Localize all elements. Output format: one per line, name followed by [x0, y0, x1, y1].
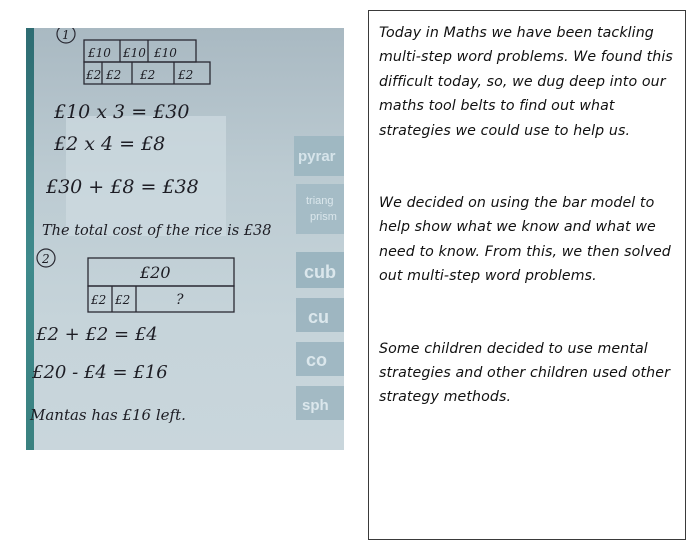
bar-cell: £2: [140, 68, 156, 82]
wall-card-label: pyrar: [298, 148, 336, 165]
bar-cell: £2: [86, 68, 102, 82]
paragraph: Today in Maths we have been tackling multi-step word problems. We found this difficult today, so, we dug deep into our maths tool belts to find out what strategies we could use to help us.: [379, 25, 673, 139]
wall-card-label: co: [306, 350, 328, 370]
wall-card: [296, 184, 344, 234]
equation: £2 + £2 = £4: [36, 324, 158, 345]
wall-card-label: prism: [310, 211, 337, 223]
paragraph: Some children decided to use mental strategies and other children used other strategy methods.: [379, 340, 671, 406]
bar-cell: £10: [154, 46, 177, 60]
wall-cards: [294, 136, 344, 420]
paragraph: We decided on using the bar model to help show what we know and what we need to know. From this, we then solved out multi-step word problems.: [379, 195, 671, 285]
q2-marker: 2: [42, 252, 50, 266]
bar-total: £20: [140, 263, 171, 282]
answer-sentence: The total cost of the rice is £38: [42, 223, 272, 239]
bar-cell: £2: [91, 293, 107, 307]
equation: £30 + £8 = £38: [46, 176, 199, 198]
bar-cell: £2: [106, 68, 122, 82]
bar-cell: £10: [123, 46, 146, 60]
wall-card-label: sph: [302, 397, 329, 414]
answer-sentence: Mantas has £16 left.: [30, 406, 186, 424]
equation: £2 x 4 = £8: [54, 133, 166, 155]
equation: £20 - £4 = £16: [32, 362, 168, 383]
whiteboard-drawing: [26, 28, 344, 450]
bar-cell: £10: [88, 46, 111, 60]
whiteboard-photo: [26, 28, 344, 450]
wall-card-label: cub: [304, 262, 337, 282]
bar-cell: £2: [115, 293, 131, 307]
wall-card-label: cu: [308, 307, 330, 327]
equation: £10 x 3 = £30: [54, 101, 190, 123]
bar-cell: ?: [176, 292, 184, 308]
q1-marker: 1: [62, 28, 70, 42]
bar-cell: £2: [178, 68, 194, 82]
description-text-box: [368, 10, 686, 540]
wall-card-label: triang: [306, 195, 334, 207]
